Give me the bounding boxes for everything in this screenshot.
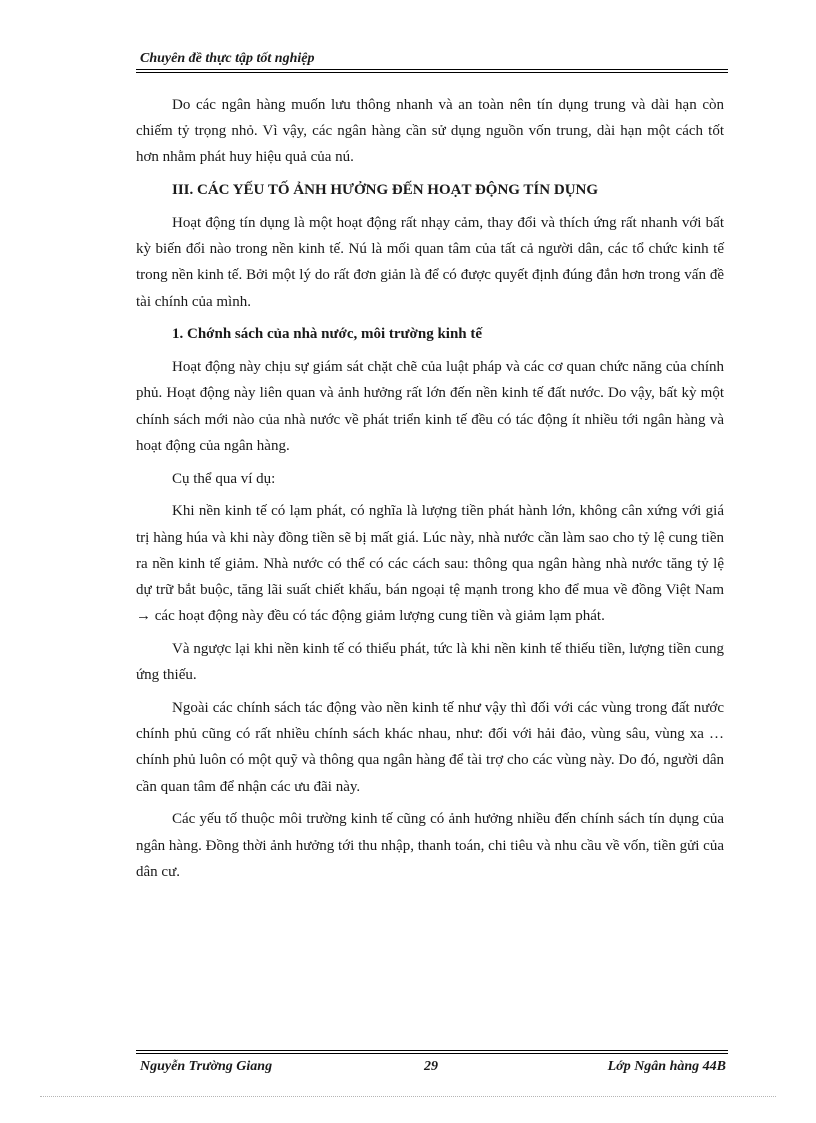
paragraph-1: Do các ngân hàng muốn lưu thông nhanh và an toàn nên tín dụng trung và dài hạn còn chiếm tỷ trọng nhỏ. Vì vậy, các ngân hàng cần sử dụng nguồn vốn trung, dài hạn một cách tốt hơn nhằm phát huy hiệu quả của nú. <box>136 97 724 166</box>
document-body <box>136 92 724 892</box>
paragraph-3: Hoạt động này chịu sự giám sát chặt chẽ của luật pháp và các cơ quan chức năng của chính phủ. Hoạt động này liên quan và ảnh hưởng rất lớn đến nền kinh tế đất nước. Do vậy, bất kỳ một chính sách mới nào của nhà nước về phát triển kinh tế đều có tác động ít nhiều tới ngân hàng và hoạt động của ngân hàng. <box>136 359 724 454</box>
paragraph-6: Và ngược lại khi nền kinh tế có thiểu phát, tức là khi nền kinh tế thiếu tiền, lượng tiền cung ứng thiếu. <box>136 641 724 684</box>
header-title: Chuyên đề thực tập tốt nghiệp <box>140 51 315 66</box>
page-number: 29 <box>424 1059 438 1074</box>
page-header <box>136 50 728 72</box>
paragraph-5: Khi nền kinh tế có lạm phát, có nghĩa là lượng tiền phát hành lớn, không cân xứng với giá trị hàng húa và khi này đồng tiền sẽ bị mất giá. Lúc này, nhà nước cần làm sao cho tỷ lệ cung tiền ra nền kinh tế giảm. Nhà nước có thể có các cách sau: thông qua ngân hàng nhà nước tăng tỷ lệ dự trữ bắt buộc, tăng lãi suất chiết khấu, bán ngoại tệ mạnh trong kho để mua về đồng Việt Nam → các hoạt động này đều có tác động giảm lượng cung tiền và giảm lạm phát. <box>136 503 724 625</box>
header-rule <box>136 69 728 70</box>
section-heading-3: III. CÁC YẾU TỐ ẢNH HƯỞNG ĐẾN HOẠT ĐỘNG TÍN DỤNG <box>172 182 599 199</box>
footer-rule <box>136 1050 728 1051</box>
paragraph-8: Các yếu tố thuộc môi trường kinh tế cũng có ảnh hưởng nhiều đến chính sách tín dụng của ngân hàng. Đồng thời ảnh hưởng tới thu nhập, thanh toán, chi tiêu và nhu cầu về vốn, tiền gửi của dân cư. <box>136 811 724 880</box>
page-footer <box>136 1050 728 1080</box>
footer-rule-double <box>136 1053 728 1054</box>
footer-author: Nguyễn Trường Giang <box>140 1059 273 1074</box>
page-boundary-dotted-line <box>40 1096 776 1097</box>
paragraph-7: Ngoài các chính sách tác động vào nền kinh tế như vậy thì đối với các vùng trong đất nước chính phủ cũng có rất nhiều chính sách khác nhau, như: đối với hải đảo, vùng sâu, vùng xa … chính phủ luôn có một quỹ và thông qua ngân hàng để tài trợ cho các vùng này. Do đó, người dân cần quan tâm để nhận các ưu đãi này. <box>136 700 724 795</box>
paragraph-4: Cụ thể qua ví dụ: <box>172 470 276 487</box>
footer-class: Lớp Ngân hàng 44B <box>607 1059 726 1074</box>
subsection-heading-1: 1. Chớnh sách của nhà nước, môi trường kinh tế <box>172 326 483 343</box>
paragraph-2: Hoạt động tín dụng là một hoạt động rất nhạy cảm, thay đổi và thích ứng rất nhanh với bất kỳ biến đổi nào trong nền kinh tế. Nú là mối quan tâm của tất cả người dân, các tổ chức kinh tế trong nền kinh tế. Bởi một lý do rất đơn giản là để có được quyết định đúng đắn hơn trong vấn đề tài chính của mình. <box>136 215 724 310</box>
header-rule-double <box>136 72 728 73</box>
